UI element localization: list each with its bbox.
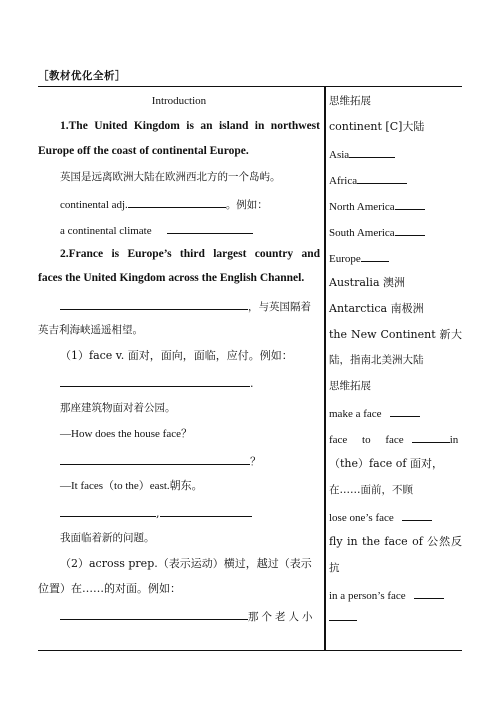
last-example-line (60, 608, 316, 624)
face-to-face-line2: （the）face of 面对， (329, 457, 444, 470)
last-translation: 那个老人小 (248, 611, 316, 623)
answer-blank (395, 198, 425, 210)
across-def-line1: （2）across prep.（表示运动）横过，越过（表示 (60, 557, 312, 570)
notes-table (38, 86, 462, 651)
face-definition: （1）face v. 面对，面向，面临，应付。例如： (60, 349, 293, 362)
item1-line1: 1.The United Kingdom is an island in northwest (60, 120, 320, 132)
lose-face-line: lose one’s face (329, 509, 432, 525)
answer-blank (395, 224, 425, 236)
answer-blank (390, 405, 420, 417)
item1-translation: 英国是远离欧洲大陆在欧洲西北方的一个岛屿。 (60, 171, 281, 183)
item2-line1: 2.France is Europe’s third largest country and (60, 248, 320, 260)
comma: , (156, 507, 160, 520)
item2-cn-b: 英吉利海峡遥遥相望。 (38, 324, 143, 336)
continental-suffix: 。例如： (225, 199, 268, 211)
question-mark: ？ (250, 455, 261, 468)
person-face-line2 (329, 609, 357, 625)
face-to-face-line3: 在……面前，不顾 (329, 484, 413, 496)
question-answer-line (60, 453, 261, 469)
answer-blank (412, 431, 450, 443)
continent-entry: continent [C]大陆 (329, 120, 425, 133)
side-heading-1: 思维拓展 (329, 95, 371, 107)
period: . (250, 377, 254, 390)
continent-south-america: South America (329, 224, 425, 240)
example1-translation: 那座建筑物面对着公园。 (60, 402, 176, 414)
answer-blank (60, 453, 250, 465)
climate-line (60, 222, 253, 238)
australia-entry: Australia 澳洲 (329, 276, 406, 289)
continent-asia: Asia (329, 146, 395, 162)
answer-blank (329, 609, 357, 621)
item2-line2: faces the United Kingdom across the English Channel. (38, 272, 305, 284)
dialog-question: —How does the house face？ (60, 428, 192, 440)
answer-blank (60, 608, 248, 620)
across-def-line2: 位置）在……的对面。例如： (38, 582, 181, 595)
answer-blank (128, 196, 226, 208)
answer-blank (60, 505, 156, 517)
answer-blank (361, 250, 389, 262)
person-face-line: in a person’s face (329, 587, 444, 603)
item2-cn-a: ，与英国隔着 (248, 301, 311, 313)
dialog-answer: —It faces（to the）east.朝东。 (60, 480, 203, 492)
section-heading: Introduction (151, 95, 207, 107)
two-blanks-line (60, 505, 252, 521)
example3-translation: 我面临着新的问题。 (60, 532, 155, 544)
answer-blank (357, 172, 407, 184)
answer-blank (167, 222, 253, 234)
answer-blank (160, 505, 252, 517)
answer-blank (414, 587, 444, 599)
item2-translation-line (60, 298, 311, 314)
answer-blank (60, 375, 250, 387)
continental-line (60, 196, 268, 212)
section-title: ［教材优化全析］ (38, 70, 126, 82)
make-face-line: make a face (329, 405, 420, 421)
climate-example: a continental climate (60, 225, 152, 237)
face-example-line (60, 375, 254, 391)
answer-blank (349, 146, 395, 158)
answer-blank (60, 298, 248, 310)
continent-africa: Africa (329, 172, 407, 188)
continent-north-america: North America (329, 198, 425, 214)
column-divider (324, 87, 326, 650)
continental-label: continental adj. (60, 199, 128, 211)
side-heading-2: 思维拓展 (329, 380, 371, 392)
answer-blank (402, 509, 432, 521)
new-continent-line1: the New Continent 新大 (329, 328, 462, 341)
item1-line2: Europe off the coast of continental Europe. (38, 145, 249, 157)
antarctica-entry: Antarctica 南极洲 (329, 302, 424, 315)
continent-europe: Europe (329, 250, 389, 266)
new-continent-line2: 陆，指南北美洲大陆 (329, 354, 424, 366)
fly-face-line1: fly in the face of 公然反 (329, 535, 462, 548)
fly-face-line2: 抗 (329, 562, 340, 574)
face-to-face-line1: face to face in (329, 431, 462, 447)
